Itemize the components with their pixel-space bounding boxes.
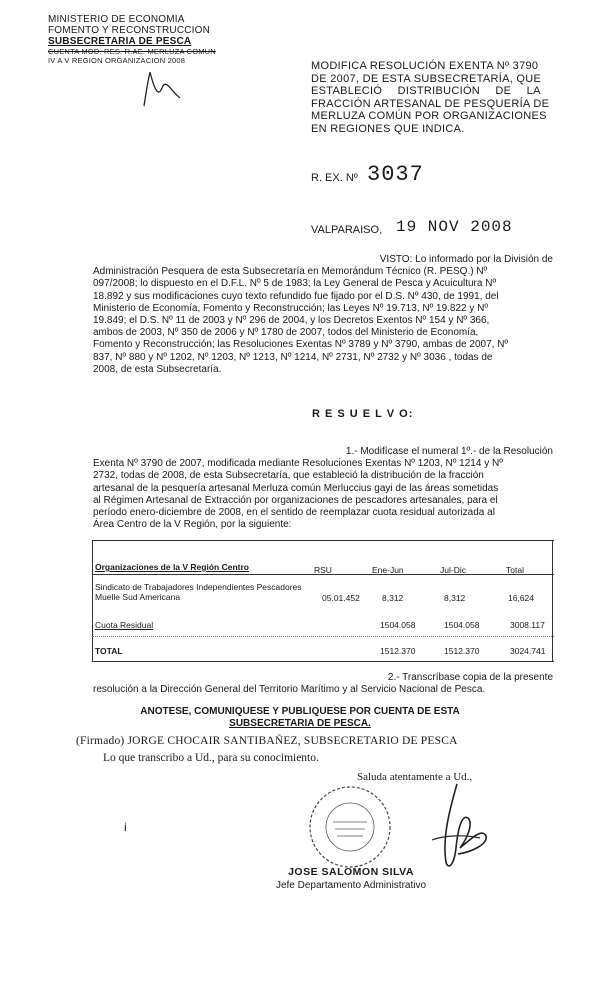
margin-mark: i	[124, 820, 127, 834]
saluda-line: Saluda atentamente a Ud.,	[357, 771, 473, 783]
item1-line: Área Centro de la V Región, por la siguiente:	[93, 519, 292, 531]
header-ene-jun: Ene-Jun	[372, 565, 404, 575]
table-top-border	[92, 540, 554, 541]
header-line-ref2: IV A V REGION ORGANIZACION 2008	[48, 56, 186, 65]
header-total: Total	[506, 565, 524, 575]
item2-paragraph	[93, 672, 553, 696]
closing-line-1: ANOTESE, COMUNIQUESE Y PUBLIQUESE POR CUENTA DE ESTA	[140, 706, 460, 717]
row2-jul-dic: 1504.058	[444, 620, 480, 630]
title-line-1: MODIFICA RESOLUCIÓN EXENTA Nº 3790	[311, 60, 539, 72]
quota-table	[92, 540, 554, 664]
place-label: VALPARAISO,	[311, 224, 383, 236]
table-left-border	[92, 540, 93, 662]
header-organizaciones: Organizaciones de la V Región Centro	[95, 562, 249, 572]
title-line-6: EN REGIONES QUE INDICA.	[311, 122, 465, 135]
visto-line: Administración Pesquera de esta Subsecretaría en Memorándum Técnico (R. PESQ.) Nº	[93, 266, 488, 278]
org-name-line2: Muelle Sud Americana	[95, 592, 181, 602]
date-stamp: 19 NOV 2008	[396, 218, 513, 236]
item1-line: artesanal de la pesquería artesanal Merluza común Merluccius gayi de las áreas sometidas	[93, 482, 499, 494]
header-line-ministry: MINISTERIO DE ECONOMIA	[48, 14, 185, 25]
visto-line: 2008, de esta Subsecretaría.	[93, 363, 222, 375]
row3-total: 3024.741	[510, 646, 546, 656]
visto-line: 097/2008; lo dispuesto en el D.F.L. Nº 5 de 1983; la Ley General de Pesca y Acuicultura Nº	[93, 278, 497, 290]
row3-name: TOTAL	[95, 646, 123, 656]
table-right-border	[552, 540, 553, 662]
item1-line: 1.- Modifícase el numeral 1º.- de la Resolución	[345, 446, 553, 457]
resolution-number: 3037	[367, 162, 424, 187]
resolution-label: R. EX. Nº	[311, 172, 358, 184]
item2-line: 2.- Transcríbase copia de la presente	[387, 672, 553, 683]
closing-line-2: SUBSECRETARIA DE PESCA.	[229, 718, 371, 729]
row1-rsu: 05.01.452	[322, 593, 360, 603]
header-line-fomento: FOMENTO Y RECONSTRUCCION	[48, 25, 211, 36]
visto-line: Fomento y Reconstrucción; las Resoluciones Exentas Nº 3789 y Nº 3790, ambas de 2007, Nº	[93, 339, 509, 351]
visto-line: VISTO: Lo informado por la División de	[379, 254, 553, 265]
title-line-5: MERLUZA COMÚN POR ORGANIZACIONES	[311, 110, 547, 122]
resuelvo-heading: R E S U E L V O:	[312, 408, 414, 420]
signatory-name: JOSE SALOMON SILVA	[288, 866, 414, 878]
row1-ene-jun: 8,312	[382, 593, 404, 603]
row3-jul-dic: 1512.370	[444, 646, 480, 656]
row2-total: 3008.117	[510, 620, 545, 630]
row2-name: Cuota Residual	[95, 620, 154, 630]
item1-line: al Régimen Artesanal de Extracción por organizaciones de pescadores artesanales, para el	[93, 494, 498, 506]
visto-paragraph	[93, 254, 553, 376]
item1-line: período enero-diciembre de 2008, en el sentido de reemplazar cuota residual autorizada al	[93, 507, 495, 519]
header-rsu: RSU	[314, 565, 332, 575]
firmado-line: (Firmado) JORGE CHOCAIR SANTIBAÑEZ, SUBSECRETARIO DE PESCA	[76, 735, 458, 747]
header-jul-dic: Jul-Dic	[440, 565, 466, 575]
document-title	[311, 60, 551, 135]
visto-line: 19.849; el D.S. Nº 11 de 2003 y Nº 296 de 2004, y los Decretos Exentos Nº 154 y Nº 366,	[93, 315, 490, 327]
org-name-line1: Sindicato de Trabajadores Independientes Pescadores	[95, 582, 302, 592]
item1-line: Exenta Nº 3790 de 2007, modificada mediante Resoluciones Exentas Nº 1203, Nº 1214 y Nº	[93, 458, 503, 470]
official-seal	[305, 782, 395, 872]
title-line-4: FRACCIÓN ARTESANAL DE PESQUERÍA DE	[311, 97, 550, 110]
ministry-header	[48, 14, 216, 65]
title-line-2: DE 2007, DE ESTA SUBSECRETARÍA, QUE	[311, 72, 542, 85]
title-line-3: ESTABLECIÓ DISTRIBUCIÓN DE LA	[311, 85, 541, 97]
visto-line: 18.892 y sus modificaciones cuyo texto refundido fue fijado por el D.S. Nº 430, de 1991, del	[93, 290, 499, 302]
row3-ene-jun: 1512.370	[380, 646, 416, 656]
header-line-ref: CUENTA MOD. RES. R.AE. MERLUZA COMUN	[48, 47, 216, 56]
row1-jul-dic: 8,312	[444, 593, 466, 603]
handwritten-signature	[402, 778, 502, 878]
header-line-subsecretaria: SUBSECRETARIA DE PESCA	[48, 36, 192, 47]
signatory-role: Jefe Departamento Administrativo	[275, 880, 427, 891]
visto-line: ambos de 2003, Nº 350 de 2006 y Nº 1780 de 2007, todos del Ministerio de Economía,	[93, 327, 479, 339]
item1-paragraph	[93, 446, 553, 531]
table-row-divider	[92, 636, 554, 637]
row2-ene-jun: 1504.058	[380, 620, 416, 630]
transcribo-line: Lo que transcribo a Ud., para su conocimiento.	[103, 752, 319, 764]
visto-line: Ministerio de Economía, Fomento y Reconstrucción; las Leyes Nº 19.713, Nº 19.822 y Nº	[93, 302, 489, 314]
visto-line: 837, Nº 880 y Nº 1202, Nº 1203, Nº 1213, Nº 1214, Nº 2731, Nº 2732 y Nº 3036 , todas de	[93, 351, 493, 363]
row1-total: 16,624	[508, 593, 534, 603]
item2-line: resolución a la Dirección General del Territorio Marítimo y al Servicio Nacional de Pesca.	[93, 684, 486, 696]
initials-signature	[140, 68, 190, 113]
table-bottom-border	[92, 661, 554, 662]
item1-line: 2732, todas de 2008, de esta Subsecretaría, que estableció la distribución de la fracción	[93, 470, 484, 482]
